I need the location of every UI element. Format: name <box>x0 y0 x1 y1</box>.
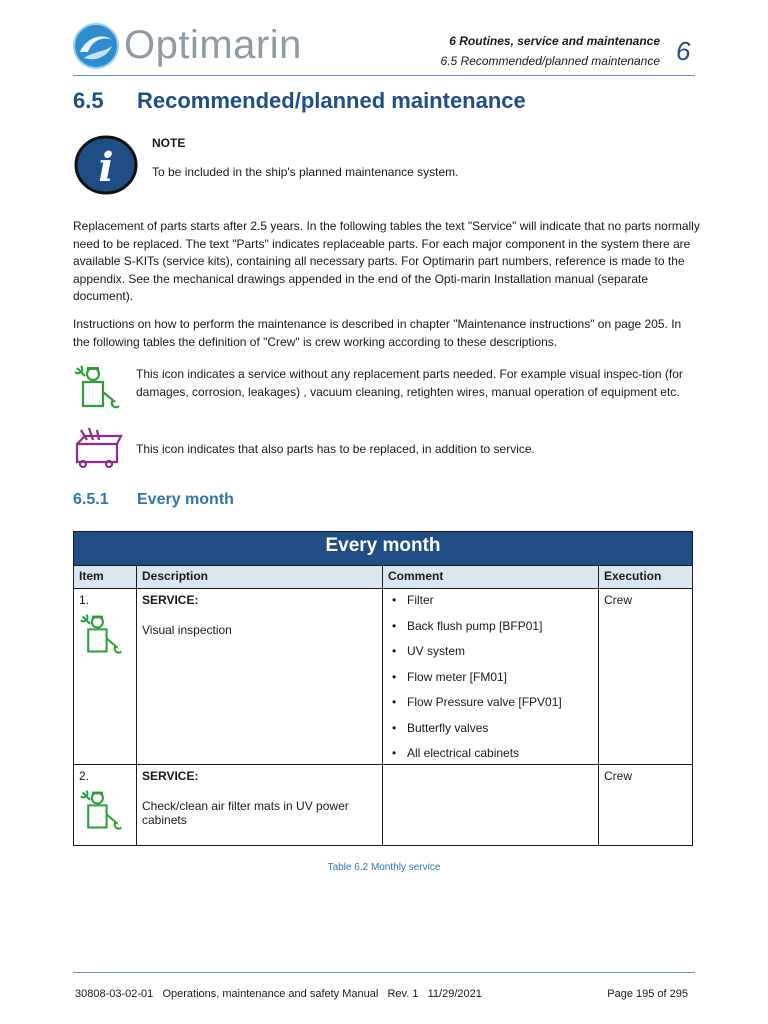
parts-box-icon <box>73 424 123 470</box>
footer-divider <box>73 972 695 973</box>
section-heading-number: 6.5.1 <box>73 491 109 508</box>
comment-cell <box>383 589 599 765</box>
service-icon-description: This icon indicates a service without any replacement parts needed. For example visual inspec-tion (for damages, corrosion, leakages) , vacuum cleaning, retighten wires, manual operation of equipment etc. <box>136 367 683 399</box>
table-caption: Table 6.2 Monthly service <box>327 862 441 873</box>
item-number: 1. <box>79 593 90 607</box>
maintenance-table <box>73 531 693 846</box>
item-number: 2. <box>79 769 90 783</box>
description-text: Visual inspection <box>142 623 232 637</box>
service-label: SERVICE: <box>142 769 199 783</box>
page-title-number: 6.5 <box>73 88 104 113</box>
header-divider <box>73 75 695 76</box>
service-technician-icon <box>73 364 123 410</box>
description-cell <box>137 765 383 846</box>
comment-list <box>388 593 593 760</box>
header-section: 6.5 Recommended/planned maintenance <box>440 54 660 68</box>
page-title-text: Recommended/planned maintenance <box>137 88 526 113</box>
brand-name: Optimarin <box>124 23 302 67</box>
item-cell <box>74 589 137 765</box>
list-item: • UV system <box>388 644 593 670</box>
list-item: • Back flush pump [BFP01] <box>388 619 593 645</box>
page-title <box>73 88 526 114</box>
execution-cell: Crew <box>599 765 693 846</box>
note-label: NOTE <box>152 136 186 150</box>
column-header-comment: Comment <box>383 566 599 589</box>
section-heading <box>73 491 234 509</box>
optimarin-logo-icon <box>72 22 120 70</box>
list-item: • Flow Pressure valve [FPV01] <box>388 695 593 721</box>
table-title: Every month <box>74 532 693 566</box>
table-row <box>74 765 693 846</box>
description-cell <box>137 589 383 765</box>
table-row <box>74 589 693 765</box>
footer-page-number: Page 195 of 295 <box>607 988 688 1000</box>
list-item: • Butterfly valves <box>388 721 593 747</box>
column-header-item: Item <box>74 566 137 589</box>
service-technician-icon <box>79 611 125 657</box>
parts-icon-description: This icon indicates that also parts has to be replaced, in addition to service. <box>136 442 535 456</box>
column-header-description: Description <box>137 566 383 589</box>
item-cell <box>74 765 137 846</box>
comment-cell <box>383 765 599 846</box>
list-item: • Filter <box>388 593 593 619</box>
intro-paragraph: Replacement of parts starts after 2.5 years. In the following tables the text "Service" will indicate that no parts normally need to be replaced. The text "Parts" indicates replaceable parts. For each major component in the system there are available S-KITs (service kits), containing all necessary parts. For Optimarin part numbers, reference is made to the appendix. See the mechanical drawings appended in the end of the Opti-marin Installation manual (separate document). <box>73 219 700 303</box>
header-chapter: 6 Routines, service and maintenance <box>449 34 660 48</box>
column-header-execution: Execution <box>599 566 693 589</box>
info-icon-letter: i <box>98 144 114 191</box>
instructions-paragraph: Instructions on how to perform the maintenance is described in chapter "Maintenance instructions" on page 205. In the following tables the definition of "Crew" is crew working according to these descriptions. <box>73 317 682 349</box>
service-label: SERVICE: <box>142 593 199 607</box>
service-technician-icon <box>79 787 125 833</box>
note-text: To be included in the ship's planned maintenance system. <box>152 165 459 179</box>
header-chapter-number: 6 <box>676 36 691 66</box>
list-item: • Flow meter [FM01] <box>388 670 593 696</box>
list-item: • All electrical cabinets <box>388 746 593 760</box>
description-text: Check/clean air filter mats in UV power cabinets <box>142 799 349 827</box>
execution-cell: Crew <box>599 589 693 765</box>
section-heading-text: Every month <box>137 491 234 508</box>
footer-document-info: 30808-03-02-01 Operations, maintenance and safety Manual Rev. 1 11/29/2021 <box>75 988 482 1000</box>
info-icon <box>73 134 139 196</box>
